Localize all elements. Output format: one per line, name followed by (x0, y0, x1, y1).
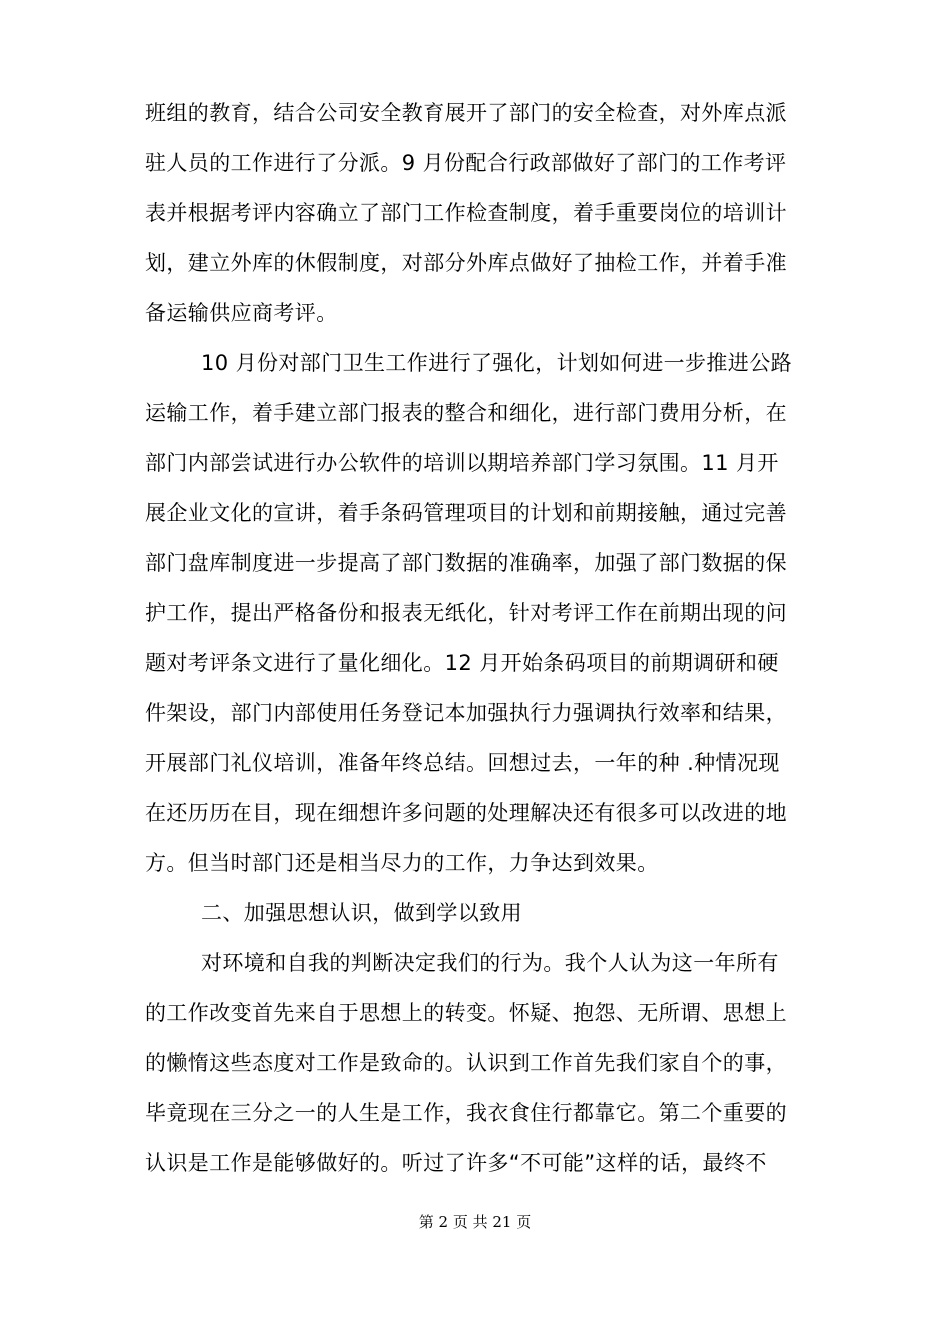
text-line-2: 驻人员的工作进行了分派。9 月份配合行政部做好了部门的工作考评 (145, 151, 787, 175)
page-footer: 第 2 页 共 21 页 (418, 1213, 532, 1231)
section-heading: 二、加强思想认识，做到学以致用 (201, 901, 522, 925)
text-line-10: 部门盘库制度进一步提高了部门数据的准确率，加强了部门数据的保 (145, 551, 787, 575)
text-line-5: 备运输供应商考评。 (145, 301, 338, 325)
text-line-16: 方。但当时部门还是相当尽力的工作，力争达到效果。 (145, 851, 659, 875)
text-line-20: 的懒惰这些态度对工作是致命的。认识到工作首先我们家自个的事， (145, 1051, 787, 1075)
text-line-4: 划，建立外库的休假制度，对部分外库点做好了抽检工作，并着手准 (145, 251, 787, 275)
text-line-11: 护工作，提出严格备份和报表无纸化，针对考评工作在前期出现的问 (145, 601, 787, 625)
text-line-7: 运输工作，着手建立部门报表的整合和细化，进行部门费用分析，在 (145, 401, 787, 425)
text-line-6: 10 月份对部门卫生工作进行了强化，计划如何进一步推进公路 (201, 351, 792, 375)
text-line-15: 在还历历在目，现在细想许多问题的处理解决还有很多可以改进的地 (145, 801, 787, 825)
text-line-19: 的工作改变首先来自于思想上的转变。怀疑、抱怨、无所谓、思想上 (145, 1001, 787, 1025)
text-line-18: 对环境和自我的判断决定我们的行为。我个人认为这一年所有 (201, 951, 779, 975)
text-line-9: 展企业文化的宣讲，着手条码管理项目的计划和前期接触，通过完善 (145, 501, 787, 525)
text-line-3: 表并根据考评内容确立了部门工作检查制度，着手重要岗位的培训计 (145, 201, 787, 225)
text-line-8: 部门内部尝试进行办公软件的培训以期培养部门学习氛围。11 月开 (145, 451, 779, 475)
text-line-1: 班组的教育，结合公司安全教育展开了部门的安全检查，对外库点派 (145, 101, 787, 125)
text-line-22: 认识是工作是能够做好的。听过了许多“不可能”这样的话，最终不 (145, 1151, 767, 1175)
text-line-12: 题对考评条文进行了量化细化。12 月开始条码项目的前期调研和硬 (145, 651, 779, 675)
text-line-13: 件架设，部门内部使用任务登记本加强执行力强调执行效率和结果， (145, 701, 787, 725)
text-line-21: 毕竟现在三分之一的人生是工作，我衣食住行都靠它。第二个重要的 (145, 1101, 787, 1125)
text-line-14: 开展部门礼仪培训，准备年终总结。回想过去，一年的种 .种情况现 (145, 751, 780, 775)
